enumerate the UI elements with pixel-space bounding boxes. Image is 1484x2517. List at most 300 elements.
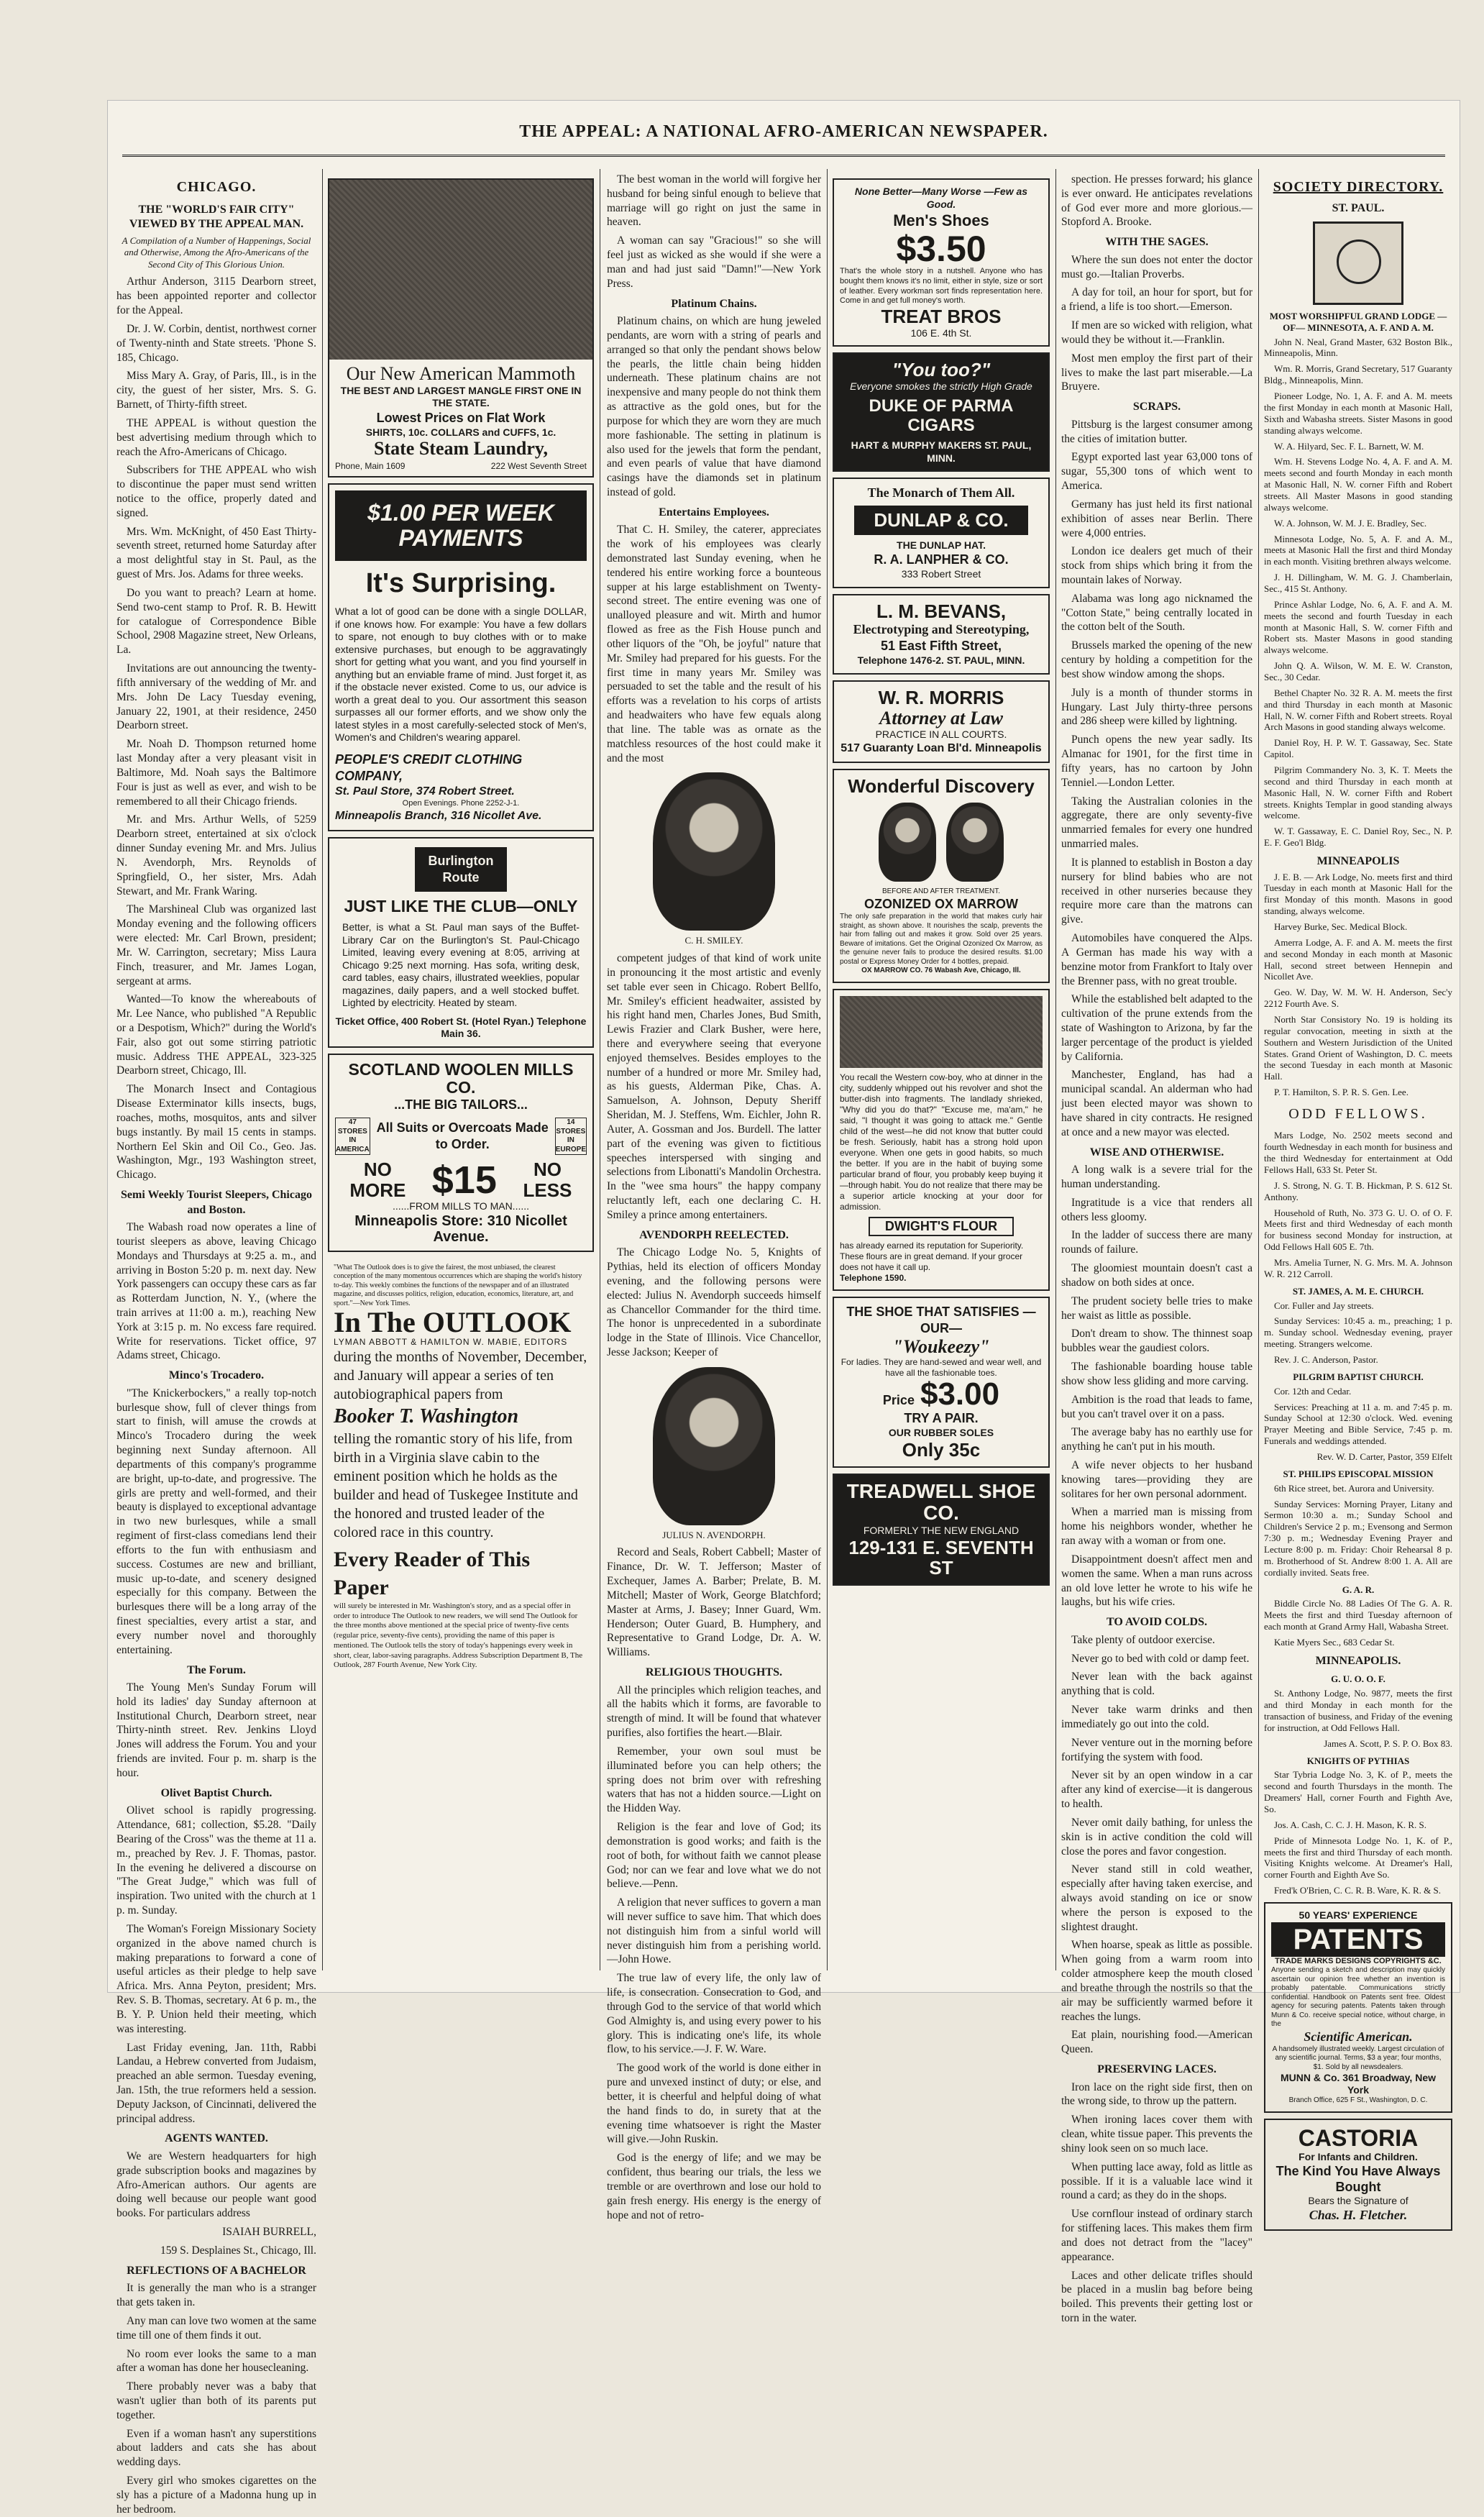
paragraph: W. T. Gassaway, E. C. Daniel Roy, Sec., N. P. E. F. Geo'l Bldg. — [1264, 826, 1452, 849]
signature: 159 S. Desplaines St., Chicago, Ill. — [160, 2244, 316, 2257]
paragraph: Alabama was long ago nicknamed the "Cotton State," being centrally located in the cotton belt of the South. — [1061, 592, 1252, 634]
paragraph: It is generally the man who is a stranger that gets taken in. — [116, 2282, 316, 2309]
morris-line: PRACTICE IN ALL COURTS. — [875, 728, 1007, 741]
sages-items — [1061, 253, 1252, 394]
signature: ISAIAH BURRELL, — [222, 2226, 316, 2239]
laundry-address: 222 West Seventh Street — [490, 460, 587, 471]
paragraph: The average baby has no earthly use for anything he can't put in his mouth. — [1061, 1426, 1252, 1453]
portrait-caption: C. H. SMILEY. — [684, 935, 743, 946]
column-ads-right — [833, 173, 1050, 1978]
paragraph: All the principles which religion teaches, and all the habits which it forms, are favorable to strength of mind. It will be found that whatever purifies, also fortifies the heart.—Blair. — [607, 1684, 821, 1740]
column-divider — [827, 169, 828, 1970]
paragraph: Mars Lodge, No. 2502 meets second and fourth Wednesday in each month for business and the third Wednesday for entertainment at Odd Fellows Hall, 633 St. Peter St. — [1264, 1130, 1452, 1175]
paragraph: Subscribers for THE APPEAL who wish to discontinue the paper must send written notice to the office, properly dated and signed. — [116, 464, 316, 519]
colds-items — [1061, 1633, 1252, 2057]
woukeezy-shoe-ad — [833, 1297, 1050, 1468]
paragraph: Any man can love two women at the same time till one of them finds it out. — [116, 2314, 316, 2342]
paragraph: Sunday Services: 10:45 a. m., preaching; 1 p. m. Sunday school. Wednesday evening, prayer meeting. Strangers welcome. — [1264, 1315, 1452, 1350]
laundry-ad — [328, 178, 594, 478]
patents-years: 50 YEARS' EXPERIENCE — [1298, 1909, 1418, 1922]
laundry-ad-prices: Lowest Prices on Flat Work — [376, 410, 546, 425]
pilgrim-entries — [1264, 1386, 1452, 1447]
shoe-price: $3.50 — [896, 229, 986, 270]
paragraph: Bethel Chapter No. 32 R. A. M. meets the first and third Thursday in each month at Masonic Hall, N. W. corner Fifth and Robert streets. Royal Arch Masons in good standing always welcome. — [1264, 687, 1452, 733]
cigar-name: DUKE OF PARMA CIGARS — [869, 396, 1014, 435]
ame-entries — [1264, 1300, 1452, 1366]
laundry-name: State Steam Laundry, — [374, 438, 548, 460]
church-heading: ST. PHILIPS EPISCOPAL MISSION — [1283, 1468, 1434, 1479]
patents-text2: A handsomely illustrated weekly. Largest circulation of any scientific journal. Terms, $3 a year; four months, $1. Sold by all newsdealers. — [1272, 2045, 1444, 2071]
paragraph: Take plenty of outdoor exercise. — [1071, 1633, 1215, 1646]
castoria-kind: The Kind You Have Always Bought — [1275, 2163, 1441, 2194]
paragraph: London ice dealers get much of their stock from ships which bring it from the mountain lakes of Norway. — [1061, 545, 1252, 586]
article-headline: Semi Weekly Tourist Sleepers, Chicago and Boston. — [121, 1189, 312, 1216]
credit-body: What a lot of good can be done with a single DOLLAR, if one knows how. For example: You have a few dollars to spare, not enough to buy clothes with or to make extensive purchases, but enough to be aggravatingly short for getting what you want, and you find yourself in anything but an enviable frame of mind. Just forget it, as if the obstacle never existed. Come to us, our advice is worth a great deal to you. Our assortment this season surpasses all our former efforts, and we show only the latest styles in a most carefully-selected stock of Men's, Women's and Children's wearing apparel. — [335, 606, 587, 744]
church-heading: ST. JAMES, A. M. E. CHURCH. — [1292, 1285, 1424, 1297]
cowboy-illustration — [840, 996, 1043, 1068]
paragraph: Biddle Circle No. 88 Ladies Of The G. A. R. Meets the first and third Tuesday afternoon of each month at Grand Army Hall, Wabasha Street. — [1264, 1598, 1452, 1632]
article-body: We are Western headquarters for high grade subscription books and magazines by Afro-American authors. Our agents are doing well because our people want good books. For particulars address — [116, 2150, 316, 2220]
hat-seller: R. A. LANPHER & CO. — [874, 552, 1009, 567]
scraps-items — [1061, 418, 1252, 1140]
masthead: THE APPEAL: A NATIONAL AFRO-AMERICAN NEWSPAPER. — [519, 122, 1048, 141]
article-headline: AVENDORPH REELECTED. — [639, 1228, 789, 1241]
paragraph: A woman can say "Gracious!" so she will feel just as wicked as she would if she were a man and had just said "Damn!"—New York Press. — [607, 234, 821, 290]
scotland-sub: ...THE BIG TAILORS... — [394, 1097, 528, 1113]
paragraph: Brussels marked the opening of the new century by holding a competition for the best show window among the shops. — [1061, 639, 1252, 680]
bevans-name: L. M. BEVANS, — [876, 600, 1007, 622]
top-items — [1061, 173, 1252, 229]
cigar-maker: HART & MURPHY MAKERS ST. PAUL, MINN. — [851, 439, 1032, 464]
article-body: The Chicago Lodge No. 5, Knights of Pythias, held its election of officers Monday evening, and the following persons were elected: Julius N. Avendorph succeeds himself as Chancellor Commander for the third time. The honor is unprecedented in a subordinate lodge in the State of Illinois. Vice Chancellor, Jesse Jackson; Keeper of — [607, 1246, 821, 1359]
article-subtitle: A Compilation of a Number of Happenings, Social and Otherwise, Among the Afro-Americans of the Second City of This Glorious Union. — [122, 234, 311, 270]
gar-entries — [1264, 1598, 1452, 1648]
article-headline: Minco's Trocadero. — [168, 1369, 265, 1382]
paragraph: Never lean with the back against anything that is cold. — [1061, 1671, 1252, 1698]
paragraph: Taking the Australian colonies in the aggregate, there are only seventy-five unmarried females for every one hundred unmarried males. — [1061, 795, 1252, 851]
paragraph: W. A. Johnson, W. M. J. E. Bradley, Sec. — [1274, 517, 1427, 529]
masthead-rule — [122, 155, 1445, 157]
outlook-author: Booker T. Washington — [334, 1405, 519, 1428]
odd-fellows-entries — [1264, 1130, 1452, 1279]
credit-clothing-ad — [328, 483, 594, 831]
dwight-flour-ad — [833, 989, 1050, 1291]
paragraph: There probably never was a baby that wasn't uglier than both of its parents put together. — [116, 2380, 316, 2421]
article-headline: Platinum Chains. — [671, 297, 757, 310]
paragraph: John Q. A. Wilson, W. M. E. W. Cranston, Sec., 30 Cedar. — [1264, 660, 1452, 682]
column-society — [607, 173, 821, 2221]
burlington-body: Better, is what a St. Paul man says of the Buffet-Library Car on the Burlington's St. Paul-Chicago Limited, leaving every evening at 8:05, arriving at Chicago 9:25 next morning. Has sofa, writing desk, card tables, easy chairs, illustrated weeklies, popular magazines, daily papers, and a well stocked buffet. Lighted by electricity. Heated by steam. — [342, 921, 580, 1009]
paragraph: Cor. Fuller and Jay streets. — [1274, 1299, 1374, 1311]
paragraph: Arthur Anderson, 3115 Dearborn street, has been appointed reporter and collector for the Appeal. — [116, 275, 316, 317]
article-body: The Young Men's Sunday Forum will hold its ladies' day Sunday afternoon at Institutional Church, Dearborn street, near Thirty-ninth street. Rev. Jenkins Lloyd Jones will address the Forum. You and your friends are invited. Four p. m. sharp is the hour. — [116, 1681, 316, 1779]
paragraph: Wanted—To know the whereabouts of Mr. Lee Nance, who published "A Republic or a Despotism, Which?" during the World's Fair, also got out some stirring patriotic music. Address THE APPEAL, 323-325 Dearborn street, Chicago, Ill. — [116, 993, 316, 1077]
castoria-for: For Infants and Children. — [1298, 2151, 1418, 2163]
wise-items — [1061, 1163, 1252, 1609]
paragraph: Sunday Services: Morning Prayer, Litany and Sermon 10:30 a. m.; Sunday School and Children's Service 2 p. m.; Evensong and Sermon 7:30 p. m.; Wednesday Evening Prayer and Lecture 8:00 p. m. Friday: Choir Rehearsal 8 p. m. Brotherhood of St. Andrew 8:00 1. A. All are cordially invited. Seats free. — [1264, 1498, 1452, 1578]
paragraph: Dr. J. W. Corbin, dentist, northwest corner of Twenty-ninth and State streets. 'Phone S. 185, Chicago. — [116, 322, 316, 364]
paragraph: When a married man is missing from home his neighbors wonder, whether he ran away with a woman or from one. — [1061, 1506, 1252, 1548]
patents-branch: Branch Office, 625 F St., Washington, D. C. — [1288, 2096, 1428, 2105]
article-body: Platinum chains, on which are hung jeweled pendants, are worn with a string of pearls and arranged so that only the pendant shows below the pearls, the little chain being hidden underneath. These platinum chains are not inexpensive and many people do not think them as attractive as the gold ones, but for the purpose for which they are worn they are much more fashionable. The setting in platinum is also used for the jewels that form the pendant, and even pearls of value that have diamond casings have the diamonds set in platinum instead of gold. — [607, 315, 821, 499]
paragraph: Wm. H. Stevens Lodge No. 4, A. F. and A. M. meets second and fourth Monday in each month at Masonic Hall, N. W. corner Fifth and Robert streets. All Master Masons in good standing always welcome. — [1264, 456, 1452, 513]
city-heading: MINNEAPOLIS — [1316, 855, 1400, 867]
paragraph: Where the sun does not enter the doctor must go.—Italian Proverbs. — [1061, 253, 1252, 280]
paragraph: Punch opens the new year sadly. Its Almanac for 1901, for the first time in fifty years, has no cartoon by John Tenniel.—London Letter. — [1061, 734, 1252, 789]
column-divider — [1258, 169, 1259, 1970]
section-heading: CHICAGO. — [176, 179, 257, 195]
wonder-text: The only safe preparation in the world that makes curly hair straight, as shown above. It nourishes the scalp, prevents the hair from falling out and makes it grow. Sold over 25 years. Beware of imitations. Get the Original Ozonized Ox Marrow, as the genuine never fails to produce the desired results. $1.00 postal or Express Money Order for 4 bottles, prepaid. — [840, 913, 1043, 966]
dwight-telephone: Telephone 1590. — [840, 1272, 907, 1283]
laundry-ad-items: SHIRTS, 10c. COLLARS and CUFFS, 1c. — [365, 426, 556, 438]
paragraph: The true law of every life, the only law of life, is consecration. Consecration to God, and through God to the service of that world which God Almighty is, and using every power to his glory. This is indicating one's life, its whole flow, to his service.—J. F. W. Ware. — [607, 1972, 821, 2056]
paragraph: The prudent society belle tries to make her waist as little as possible. — [1061, 1294, 1252, 1322]
cigar-ad — [833, 352, 1050, 472]
morris-title: Attorney at Law — [879, 707, 1003, 728]
scotland-stores-europe: 14 STORES IN EUROPE — [555, 1118, 587, 1155]
credit-store: St. Paul Store, 374 Robert Street. — [335, 785, 515, 798]
article-body: Olivet school is rapidly progressing. Attendance, 681; collection, $5.28. "Daily Bearing of the Cross" was the theme at 11 a. m., preached by Rev. J. F. Thomas, pastor. In the evening he delivered a discourse on "The Great Judge," which was full of inspiration. Two united with the church at 1 p. m. Sunday. — [116, 1804, 316, 1917]
scotland-store: Minneapolis Store: 310 Nicollet Avenue. — [354, 1212, 567, 1245]
patents-word: PATENTS — [1271, 1922, 1445, 1957]
top-items — [607, 173, 821, 291]
city-heading: ST. PAUL. — [1332, 202, 1385, 215]
cigar-question: "You too?" — [892, 359, 991, 381]
paragraph: Manchester, England, has had a municipal scandal. An alderman who had just been elected mayor was shown to have shared in city contracts. He resigned at once and a new mayor was elected. — [1061, 1069, 1252, 1138]
shoe-title: Men's Shoes — [893, 211, 989, 229]
laundry-photo — [329, 180, 592, 360]
laundry-contact — [329, 460, 592, 476]
news-items — [116, 275, 316, 1182]
patents-munn: MUNN & Co. 361 Broadway, New York — [1280, 2072, 1436, 2096]
article-headline: THE "WORLD'S FAIR CITY" VIEWED BY THE APPEAL MAN. — [129, 203, 304, 231]
article-headline: SCRAPS. — [1132, 401, 1181, 414]
shoe-store: TREAT BROS — [881, 306, 1002, 328]
hat-title: The Monarch of Them All. — [867, 485, 1015, 501]
article-body: Last Friday evening, Jan. 11th, Rabbi Landau, a Hebrew converted from Judaism, preached an able sermon. Tuesday evening, Jan. 15th, the true reformers held a session. Deputy Jackson, of Cincinnati, delivered the principal address. — [116, 2041, 316, 2125]
cigar-line: Everyone smokes the strictly High Grade — [850, 380, 1032, 392]
paragraph: The fashionable boarding house table show show less gliding and more carving. — [1061, 1361, 1252, 1387]
paragraph: Every girl who smokes cigarettes on the sly has a picture of a Madonna hung up in her bedroom. — [116, 2475, 316, 2516]
paragraph: July is a month of thunder storms in Hungary. Last July thirty-three persons and 286 sheep were killed by lightning. — [1061, 686, 1252, 728]
burlington-ticket: Ticket Office, 400 Robert St. (Hotel Ryan.) Telephone Main 36. — [335, 1015, 587, 1040]
paragraph: Mr. and Mrs. Arthur Wells, of 5259 Dearborn street, entertained at six o'clock dinner Sunday evening Mr. and Mrs. Julius N. Avendorph, Mrs. Reynolds of Springfield, O., her sister, Mrs. Adah Stewart, and Mr. Frank Waring. — [116, 813, 316, 897]
paragraph: Jos. A. Cash, C. C. J. H. Mason, K. R. S. — [1274, 1819, 1427, 1830]
dwight-text2: has already earned its reputation for Superiority. These flours are in great demand. If your grocer does not have it call up. — [840, 1240, 1024, 1272]
article-headline: The Forum. — [187, 1663, 246, 1676]
paragraph: Fred'k O'Brien, C. C. R. B. Ware, K. R. & S. — [1274, 1885, 1441, 1896]
paragraph: 6th Rice street, bet. Aurora and University. — [1274, 1482, 1434, 1494]
article-body: The Woman's Foreign Missionary Society organized in the above named church is making preparations to forward a cone of useful articles as their pledge to help save Africa. Mrs. Anna Peyton, president; Mrs. Rev. S. B. Thomas, secretary. At 6 p. m., the B. Y. P. Union held their meeting, which was interesting. — [116, 1922, 316, 2035]
outlook-title: In The OUTLOOK — [334, 1306, 572, 1339]
scotland-name: SCOTLAND WOOLEN MILLS CO. — [348, 1059, 574, 1097]
column-chicago — [116, 173, 316, 2516]
article-body: "The Knickerbockers," a really top-notch burlesque show, full of clever things from start to finish, will amuse the crowds at Minco's Trocadero during the week beginning next Sunday afternoon. All departments of this company's programme are bright, up-to-date, and progressive. The girls are pretty and well-formed, and their beauty is displayed to exceptional advantage in two new burlesques, while a small regiment of first-class comedians lend their efforts to the fun with enthusiasm and success. Costumes are new and brilliant, music up-to-date, and scenery designed especially for this company. Between the burlesques there will be a long array of the finest specialties, every artist a star, and every number novel and thoroughly entertaining. — [116, 1387, 316, 1656]
paragraph: THE APPEAL is without question the best advertising medium through which to reach the Afro-Americans of Chicago. — [116, 416, 316, 458]
paragraph: Germany has just held its first national exhibition of asses near Berlin. There were 4,000 entries. — [1061, 498, 1252, 539]
newspaper-page — [108, 101, 1460, 2516]
laundry-ad-sub: THE BEST AND LARGEST MANGLE FIRST ONE IN THE STATE. — [340, 384, 582, 409]
odd-fellows-heading: ODD FELLOWS. — [1288, 1105, 1428, 1122]
laundry-phone: Phone, Main 1609 — [335, 460, 406, 471]
paragraph: When putting lace away, fold as little as possible. If it is a valuable lace wind it round a card; as they do in the shops. — [1061, 2160, 1252, 2202]
portrait-caption: JULIUS N. AVENDORPH. — [662, 1529, 766, 1540]
morris-ad — [833, 680, 1050, 763]
masonic-seal — [1313, 221, 1403, 305]
smiley-portrait — [653, 772, 775, 931]
article-body: competent judges of that kind of work unite in pronouncing it the most artistic and evenly set table ever seen in Chicago. Robert Bellfo, Mr. Smiley's efficient headwaiter, assisted by his right hand men, Charles Jones, Bud Smith, Lewis Frazier and Clark Busher, were here, there and everywhere seeing that everyone enjoyed themselves. Besides employes to the number of a hundred or more Mr. Smiley had, as his guests, Alderman Pike, Chas. A. Samuelson, A. Johnson, Deputy Sheriff Sheridan, M. J. Steffens, Wm. Eichler, John R. Auter, A. Gossman and Jos. Burdell. The latter part of the evening was given to fictitious speeches interspersed with singing and selections from Libonatti's Mandolin Orchestra. In the "wee sma hours" the happy company reluctantly left, each one declaring C. H. Smiley a prince among entertainers. — [607, 952, 821, 1221]
shoe2-price: $3.00 — [920, 1376, 1000, 1412]
laces-items — [1061, 2080, 1252, 2326]
dwight-text: You recall the Western cow-boy, who at dinner in the city, suddenly whipped out his revolver and shot the butter-dish into fragments. The landlady shrieked, "Why did you do that?" "Excuse me, ma'am," he said, "I thought it was going to attack me." Gentle child of the west—he did not know that butter could be fresh. Seriously, habit has a strong hold upon everyone. When one gets in good habits, so much the better. If you are in the habit of buying some particular brand of flour, you probably keep buying it—through habit. You do not realize that there may be a superior article knocking at your door for admission. — [840, 1072, 1043, 1212]
paragraph: J. E. B. — Ark Lodge, No. meets first and third Tuesday in each month at Masonic Hall for the first Monday of this month. Masons in good standing, always welcome. — [1264, 871, 1452, 917]
morris-address: 517 Guaranty Loan Bl'd. Minneapolis — [841, 741, 1042, 754]
before-portrait — [879, 803, 936, 882]
scotland-no-less: NO LESS — [523, 1159, 572, 1201]
paragraph: Amerra Lodge, A. F. and A. M. meets the first and second Monday in each month at Masonic Hall, second street between Hennepin and Nicollet Ave. — [1264, 936, 1452, 982]
article-body: That C. H. Smiley, the caterer, appreciates the work of his employees was clearly demonstrated last Sunday evening, when he tendered his entire working force a bounteous supper at his large establishment on Twenty-second street. The entire evening was one of unalloyed pleasure and wit. Mirth and humor flowed as free as the Fish House punch and other liquors of the "Oh, be joyful" nature that Mr. Smiley had prepared for his guests. For the first time in many years Mr. Smiley was persuaded to set the table and the result of his efforts was a revelation to his corps of artists and headwaiters who have few equals along that line. The table was as ornate as the matchless resources of the host could make it and the most — [607, 524, 821, 764]
scotland-mills: ......FROM MILLS TO MAN...... — [392, 1200, 530, 1212]
paragraph: God is the energy of life; and we may be confident, thus bearing our trials, the less we tremble or are overthrown and lose our hold to gain fresh energy. His energy is the energy of hope and not of retro- — [607, 2152, 821, 2221]
paragraph: Remember, your own soul must be illuminated before you can help others; the spring does not brim over with refreshing waters that has not a hidden source.—Light on the Hidden Way. — [607, 1745, 821, 1815]
paragraph: A religion that never suffices to govern a man will never suffice to save him. That which does not distinguish him from a sinful world will never distinguish him from a perishing world.—John Howe. — [607, 1896, 821, 1966]
treadwell-address: 129-131 E. SEVENTH ST — [848, 1536, 1034, 1579]
burlington-headline: JUST LIKE THE CLUB—ONLY — [344, 896, 578, 915]
castoria-name: CASTORIA — [1298, 2124, 1419, 2151]
pilgrim-pastor: Rev. W. D. Carter, Pastor, 359 Elfelt — [1316, 1451, 1452, 1462]
burlington-logo: Burlington Route — [415, 847, 507, 892]
philip-entries — [1264, 1483, 1452, 1579]
paragraph: In the ladder of success there are many rounds of failure. — [1061, 1229, 1252, 1256]
shoe-address: 106 E. 4th St. — [910, 326, 972, 339]
scotland-price-row — [335, 1159, 587, 1200]
patents-text: Anyone sending a sketch and description may quickly ascertain our opinion free whether an invention is probably patentable. Communications strictly confidential. Handbook on Patents sent free. Oldest agency for securing patents. Patents taken through Munn & Co. receive special notice, without charge, in the — [1271, 1966, 1445, 2029]
article-headline: Olivet Baptist Church. — [160, 1786, 272, 1799]
credit-company: PEOPLE'S CREDIT CLOTHING COMPANY, — [335, 752, 523, 783]
paragraph: A day for toil, an hour for sport, but for a friend, a life is too short.—Emerson. — [1061, 286, 1252, 314]
hat-sub: THE DUNLAP HAT. — [897, 539, 986, 551]
article-body: The Wabash road now operates a line of tourist sleepers as above, leaving Chicago Mondays and Thursdays at 9:25 a. m., and arriving in Boston 5:20 p. m. next day. New York passengers can occupy these cars as far as Rotterdam Junction, N. Y., (where the train arrives at 11:00 a. m.), reaching New York at 3:15 p. m. No excess fare required. Write for reservations. Ticket office, 97 Adams street, Chicago. — [116, 1221, 316, 1362]
paragraph: It is planned to establish in Boston a day nursery for blind babies who are not received in other nurseries because they require more care than the matrons can give. — [1061, 856, 1252, 926]
article-headline: WITH THE SAGES. — [1105, 236, 1209, 249]
castoria-signature: Chas. H. Fletcher. — [1309, 2207, 1408, 2222]
city-heading: MINNEAPOLIS. — [1315, 1654, 1401, 1667]
outlook-editors: LYMAN ABBOTT & HAMILTON W. MABIE, EDITORS — [334, 1337, 568, 1348]
dwight-name: DWIGHT'S FLOUR — [869, 1217, 1014, 1236]
patents-scientific: Scientific American. — [1304, 2029, 1413, 2044]
paragraph: Ingratitude is a vice that renders all others less gloomy. — [1061, 1196, 1252, 1223]
patents-ad — [1264, 1902, 1452, 2113]
guo-text: St. Anthony Lodge, No. 9877, meets the first and third Monday in each month for the transaction of business, and Friday of the evening for instruction, at Odd Fellows Hall. — [1264, 1688, 1452, 1733]
paragraph: The good work of the world is done either in pure and unvexed instinct of duty; or else, and better, it is cheerful and helpful doing of what the hand finds to do, in surety that at the evening time whatsoever is right the Master will give.—John Ruskin. — [607, 2062, 821, 2146]
paragraph: No room ever looks the same to a man after a woman has done her housecleaning. — [116, 2347, 316, 2375]
paragraph: Laces and other delicate trifles should be placed in a muslin bag before being boiled. This prevents their getting lost or torn in the water. — [1061, 2269, 1252, 2324]
kp-entries — [1264, 1769, 1452, 1896]
paragraph: John N. Neal, Grand Master, 632 Boston Blk., Minneapolis, Minn. — [1264, 336, 1452, 359]
castoria-ad — [1264, 2119, 1452, 2231]
shoe2-name: "Woukeezy" — [892, 1335, 990, 1357]
treadwell-former: FORMERLY THE NEW ENGLAND — [863, 1525, 1020, 1537]
treadwell-name: TREADWELL SHOE CO. — [846, 1479, 1036, 1525]
shoe2-price-label: Price — [882, 1393, 915, 1408]
paragraph: Religion is the fear and love of God; its demonstration is good works; and faith is the root of both, for without faith we cannot please God; nor can we fear and love what we do not believe.—Penn. — [607, 1821, 821, 1891]
paragraph: Pittsburg is the largest consumer among the cities of imitation butter. — [1061, 418, 1252, 445]
paragraph: The Monarch Insect and Contagious Disease Exterminator kills insects, bugs, roaches, moths, mosquitos, ants and silver bugs instantly. By mail 15 cents in stamps. Northern Eel Skin and Oil Co., Geo. Jas. Washington, Mgr., 193 Washington street, Chicago. — [116, 1083, 316, 1182]
paragraph: Miss Mary A. Gray, of Paris, Ill., is in the city, the guest of her sister, Mrs. S. G. Barnett, of Thirty-fifth street. — [116, 370, 316, 411]
paragraph: W. A. Hilyard, Sec. F. L. Barnett, W. M. — [1274, 440, 1424, 452]
scotland-row — [335, 1118, 587, 1155]
paragraph: North Star Consistory No. 19 is holding its regular convocation, meeting in sixth at the Southern and Western Jurisdiction of the United States. Grand Orient of Washington, D. C. meets the second Tuesday in each month at Masonic Hall. — [1264, 1013, 1452, 1082]
wonder-title: Wonderful Discovery — [848, 775, 1035, 798]
article-headline: REFLECTIONS OF A BACHELOR — [127, 2264, 306, 2277]
treadwell-ad — [833, 1474, 1050, 1586]
paragraph: Egypt exported last year 63,000 tons of sugar, 55,300 tons of which went to America. — [1061, 451, 1252, 493]
shoe-text: That's the whole story in a nutshell. Anyone who has bought them knows it's no limit, either in style, size or sort of leather. Every workman sort finds representation here. Come in and get full money's worth. — [840, 267, 1043, 306]
paragraph: Pride of Minnesota Lodge No. 1, K. of P., meets the first and third Thursday of each month. Visiting Knights welcome. At Dreamer's Hall, corner Fourth and Eighth Ave So. — [1264, 1835, 1452, 1881]
paragraph: Household of Ruth, No. 373 G. U. O. of O. F. Meets first and third Wednesday of each month for business second Monday for instruction, at Odd Fellows Hall 605 E. 7th. — [1264, 1207, 1452, 1253]
outlook-text: during the months of November, December, and January will appear a series of ten autobiographical papers from — [334, 1349, 587, 1403]
article-body: Record and Seals, Robert Cabbell; Master of Finance, Dr. W. T. Jefferson; Master of Exchequer, James A. Barber; Prelate, B. M. Mitchell; Master of Work, George Blatchford; Master at Arms, J. Basey; Inner Guard, Wm. Henderson; Outer Guard, B. Humphery, and Representative to Grand Lodge, Dr. A. W. Williams. — [607, 1546, 821, 1659]
kp-heading: KNIGHTS OF PYTHIAS — [1306, 1755, 1410, 1766]
outlook-ad — [328, 1258, 594, 1676]
column-ads-center — [328, 173, 594, 1978]
castoria-bears: Bears the Signature of — [1308, 2195, 1409, 2207]
paragraph: Katie Myers Sec., 683 Cedar St. — [1274, 1637, 1395, 1648]
directory-heading: SOCIETY DIRECTORY. — [1273, 179, 1444, 195]
wonder-maker: OX MARROW CO. 76 Wabash Ave, Chicago, Ill. — [861, 967, 1021, 975]
paragraph: Rev. J. C. Anderson, Pastor. — [1274, 1353, 1378, 1365]
column-directory — [1264, 173, 1452, 2222]
article-headline: TO AVOID COLDS. — [1106, 1616, 1208, 1629]
patents-side: TRADE MARKS DESIGNS COPYRIGHTS &C. — [1275, 1956, 1442, 1965]
article-headline: Entertains Employees. — [659, 506, 769, 519]
paragraph: Services: Preaching at 11 a. m. and 7:45 p. m. Sunday School at 12:30 o'clock. Wed. evening Prayer Meeting and Bible Service, 7:45 p. m. Funerals and weddings attended. — [1264, 1401, 1452, 1447]
paragraph: Daniel Roy, H. P. W. T. Gassaway, Sec. State Capitol. — [1264, 737, 1452, 760]
paragraph: When ironing laces cover them with clean, white tissue paper. This prevents the shiny look seen on so much lace. — [1061, 2114, 1252, 2155]
article-headline: AGENTS WANTED. — [165, 2132, 268, 2145]
paragraph: Never omit daily bathing, for unless the skin is in active condition the cold will close the pores and favor congestion. — [1061, 1816, 1252, 1858]
mpls-lodge-entries — [1264, 872, 1452, 1098]
paragraph: When hoarse, speak as little as possible. When going from a warm room into colder atmosphere keep the mouth closed and breathe through the nostrils so that the air may be sufficiently warmed before it reaches the lungs. — [1061, 1939, 1252, 2023]
laundry-ad-title: Our New American Mammoth — [346, 363, 576, 384]
guo-signature: James A. Scott, P. S. P. O. Box 83. — [1324, 1737, 1452, 1749]
scotland-no-more: NO MORE — [349, 1159, 406, 1201]
grand-lodge-lines — [1264, 337, 1452, 386]
paragraph: Even if a woman hasn't any superstitions about ladders and cats she has about wedding days. — [116, 2427, 316, 2469]
paragraph: Mrs. Wm. McKnight, of 450 East Thirty-seventh street, returned home Saturday after a most delightful stay in St. Paul, as the guest of Mrs. Jos. Adams for three weeks. — [116, 525, 316, 581]
paragraph: Cor. 12th and Cedar. — [1274, 1385, 1352, 1397]
morris-name: W. R. MORRIS — [878, 686, 1004, 708]
paragraph: spection. He presses forward; his glance is ever onward. He anticipates revelations of God ever more and more glorious.—Stopford A. Brooke. — [1061, 173, 1252, 229]
wonder-portraits — [840, 803, 1043, 882]
paragraph: Invitations are out announcing the twenty-fifth anniversary of the wedding of Mr. and Mrs. John De Lacy Tuesday evening, January 22, 1901, at their residence, 2450 Dearborn street. — [116, 662, 316, 732]
scotland-stores-america: 47 STORES IN AMERICA — [335, 1118, 370, 1155]
paragraph: Do you want to preach? Learn at home. Send two-cent stamp to Prof. R. B. Hewitt for catalogue of Correspondence Bible School, 2908 Magazine street, New Orleans, La. — [116, 586, 316, 657]
paragraph: Automobiles have conquered the Alps. A German has made his way with a benzine motor from Frankfort to Italy over the Brenner pass, with no great trouble. — [1061, 932, 1252, 987]
shoe2-text: For ladies. They are hand-sewed and wear well, and have all the fashionable toes. — [841, 1357, 1042, 1379]
hat-brand: DUNLAP & CO. — [854, 506, 1028, 535]
paragraph: Mr. Noah D. Thompson returned home last Monday after a very pleasant visit in Baltimore, Md. Noah says the Baltimore Four is just as well as ever, and wish to be remembered to all their Chicago friends. — [116, 738, 316, 808]
outlook-offer: will surely be interested in Mr. Washington's story, and as a special offer in order to introduce The Outlook to new readers, we will send The Outlook for the three months above mentioned at the special price of twenty-five cents (regular price, seventy-five cents), providing the name of this paper is mentioned. The Outlook tells the story of today's happenings every week in short, clear, labor-saving paragraphs. Address Subscription Department B, The Outlook, 287 Fourth Avenue, New York City. — [334, 1601, 583, 1670]
scotland-mills-ad — [328, 1054, 594, 1252]
outlook-every-reader: Every Reader of This Paper — [334, 1548, 531, 1599]
paragraph: The best woman in the world will forgive her husband for being sinful enough to believe that marriage will go right on just the same in heaven. — [607, 173, 821, 229]
paragraph: Iron lace on the right side first, then on the wrong side, to throw up the pattern. — [1061, 2080, 1252, 2108]
paragraph: J. H. Dillingham, W. M. G. J. Chamberlain, Sec., 415 St. Anthony. — [1264, 572, 1452, 594]
paragraph: P. T. Hamilton, S. P. R. S. Gen. Lee. — [1274, 1087, 1409, 1098]
after-portrait — [946, 803, 1004, 882]
rubber-soles: OUR RUBBER SOLES — [888, 1427, 994, 1439]
credit-headline: It's Surprising. — [365, 568, 556, 599]
paragraph: Geo. W. Day, W. M. W. H. Anderson, Sec'y 2212 Fourth Ave. S. — [1264, 987, 1452, 1010]
paragraph: The gloomiest mountain doesn't cast a shadow on both sides at once. — [1061, 1262, 1252, 1289]
paragraph: Eat plain, nourishing food.—American Queen. — [1061, 2029, 1252, 2056]
article-headline: RELIGIOUS THOUGHTS. — [646, 1666, 782, 1679]
paragraph: Most men employ the first part of their lives to make the last part miserable.—La Bruyere. — [1061, 352, 1252, 393]
paragraph: The Marshineal Club was organized last Monday evening and the following officers were elected: Mr. Carl Brown, president; Mr. W. Carrington, secretary; Miss Laura Finch, treasurer, and Mr. James Logan, sergeant at arms. — [116, 903, 316, 987]
shoe-tagline: None Better—Many Worse —Few as Good. — [854, 186, 1028, 210]
paragraph: Pilgrim Commandery No. 3, K. T. Meets the second and third Thursday in each month at Masonic Hall, N. W. corner Fifth and Robert streets. Knights Templar in good standing always welcome. — [1264, 764, 1452, 821]
column-divider — [322, 169, 323, 1970]
hat-address: 333 Robert Street — [901, 568, 981, 580]
guo-heading: G. U. O. O. F. — [1331, 1673, 1385, 1685]
paragraph: If men are so wicked with religion, what would they be without it.—Franklin. — [1061, 319, 1252, 346]
bachelor-items — [116, 2281, 316, 2516]
paragraph: Never take warm drinks and then immediately go out into the cold. — [1061, 1704, 1252, 1730]
column-divider — [1055, 169, 1056, 1970]
shoe2-try: TRY A PAIR. — [904, 1411, 979, 1426]
paragraph: Minnesota Lodge, No. 5, A. F. and A. M., meets at Masonic Hall the first and third Monday in each month. Visiting brethren always welcome. — [1264, 533, 1452, 567]
church-heading: PILGRIM BAPTIST CHURCH. — [1293, 1371, 1424, 1382]
religious-items — [607, 1684, 821, 2223]
bevans-telephone: Telephone 1476-2. ST. PAUL, MINN. — [857, 654, 1025, 667]
avendorph-portrait — [653, 1367, 775, 1525]
treat-bros-ad — [833, 178, 1050, 347]
paragraph: Star Tybria Lodge No. 3, K. of P., meets the second and fourth Thursdays in the month. The Dreamers' Hall, corner Fourth and Fighth Ave, So. — [1264, 1769, 1452, 1814]
paragraph: Disappointment doesn't affect men and women the same. When a man runs across an old love letter he wrote to his wife he laughs, but his wife cries. — [1061, 1553, 1252, 1609]
outlook-quote: "What The Outlook does is to give the fairest, the most unbiased, the clearest conception of the many momentous occurrences which are shaping the world's history to-day. This weekly combines the functions of the newspaper and of an illustrated magazine, and discusses politics, religion, education, economics, literature, art, and sport."—New York Times. — [334, 1263, 582, 1307]
wonder-name: OZONIZED OX MARROW — [864, 897, 1018, 912]
scotland-price: $15 — [431, 1158, 497, 1202]
paragraph: Never stand still in cold weather, especially after having taken exercise, and always avoid standing on ice or snow where the person is exposed to the slightest draught. — [1061, 1863, 1252, 1933]
column-miscellany — [1061, 173, 1252, 2324]
credit-branch: Minneapolis Branch, 316 Nicollet Ave. — [335, 810, 542, 823]
burlington-ad — [328, 837, 594, 1048]
grand-lodge: MOST WORSHIPFUL GRAND LODGE —OF— MINNESOTA, A. F. AND A. M. — [1269, 310, 1447, 333]
paragraph: Never venture out in the morning before fortifying the system with food. — [1061, 1736, 1252, 1763]
paragraph: While the established belt adapted to the cultivation of the prune extends from the state of Washington to Arizona, by far the larger percentage of the product is yielded by California. — [1061, 993, 1252, 1063]
shoe2-head: THE SHOE THAT SATISFIES —OUR— — [846, 1304, 1036, 1335]
paragraph: Never go to bed with cold or damp feet. — [1071, 1652, 1250, 1665]
paragraph: Don't dream to show. The thinnest soap bubbles wear the gaudiest colors. — [1061, 1328, 1252, 1355]
scotland-suits: All Suits or Overcoats Made to Order. — [376, 1120, 549, 1152]
paragraph: Prince Ashlar Lodge, No. 6, A. F. and A. M. meets the second and fourth Tuesday in each month at Masonic Hall, S. W. corner Fifth and Robert sts. Master Masons in good standing always welcome. — [1264, 598, 1452, 656]
gar-heading: G. A. R. — [1342, 1584, 1375, 1595]
credit-banner: $1.00 PER WEEK PAYMENTS — [335, 490, 587, 561]
ox-marrow-ad — [833, 769, 1050, 983]
paragraph: A wife never objects to her husband knowing tares—providing they are solitares for her own personal adornment. — [1061, 1459, 1252, 1500]
paragraph: J. S. Strong, N. G. T. B. Hickman, P. S. 612 St. Anthony. — [1264, 1179, 1452, 1202]
outlook-text: telling the romantic story of his life, from birth in a Virginia slave cabin to the eminent position which he holds as the builder and head of Tuskegee Institute and the honored and trusted leader of the colored race in this country. — [334, 1431, 578, 1541]
credit-hours: Open Evenings. Phone 2252-J-1. — [402, 799, 520, 808]
dunlap-hat-ad — [833, 478, 1050, 588]
shoe2-price-row — [840, 1376, 1043, 1412]
paragraph: Harvey Burke, Sec. Medical Block. — [1274, 921, 1408, 932]
lodge-entries — [1264, 390, 1452, 849]
article-headline: PRESERVING LACES. — [1097, 2063, 1217, 2076]
paragraph: Mrs. Amelia Turner, N. G. Mrs. M. A. Johnson W. R. 212 Carroll. — [1264, 1256, 1452, 1279]
paragraph: Wm. R. Morris, Grand Secretary, 517 Guaranty Bldg., Minneapolis, Minn. — [1264, 363, 1452, 386]
